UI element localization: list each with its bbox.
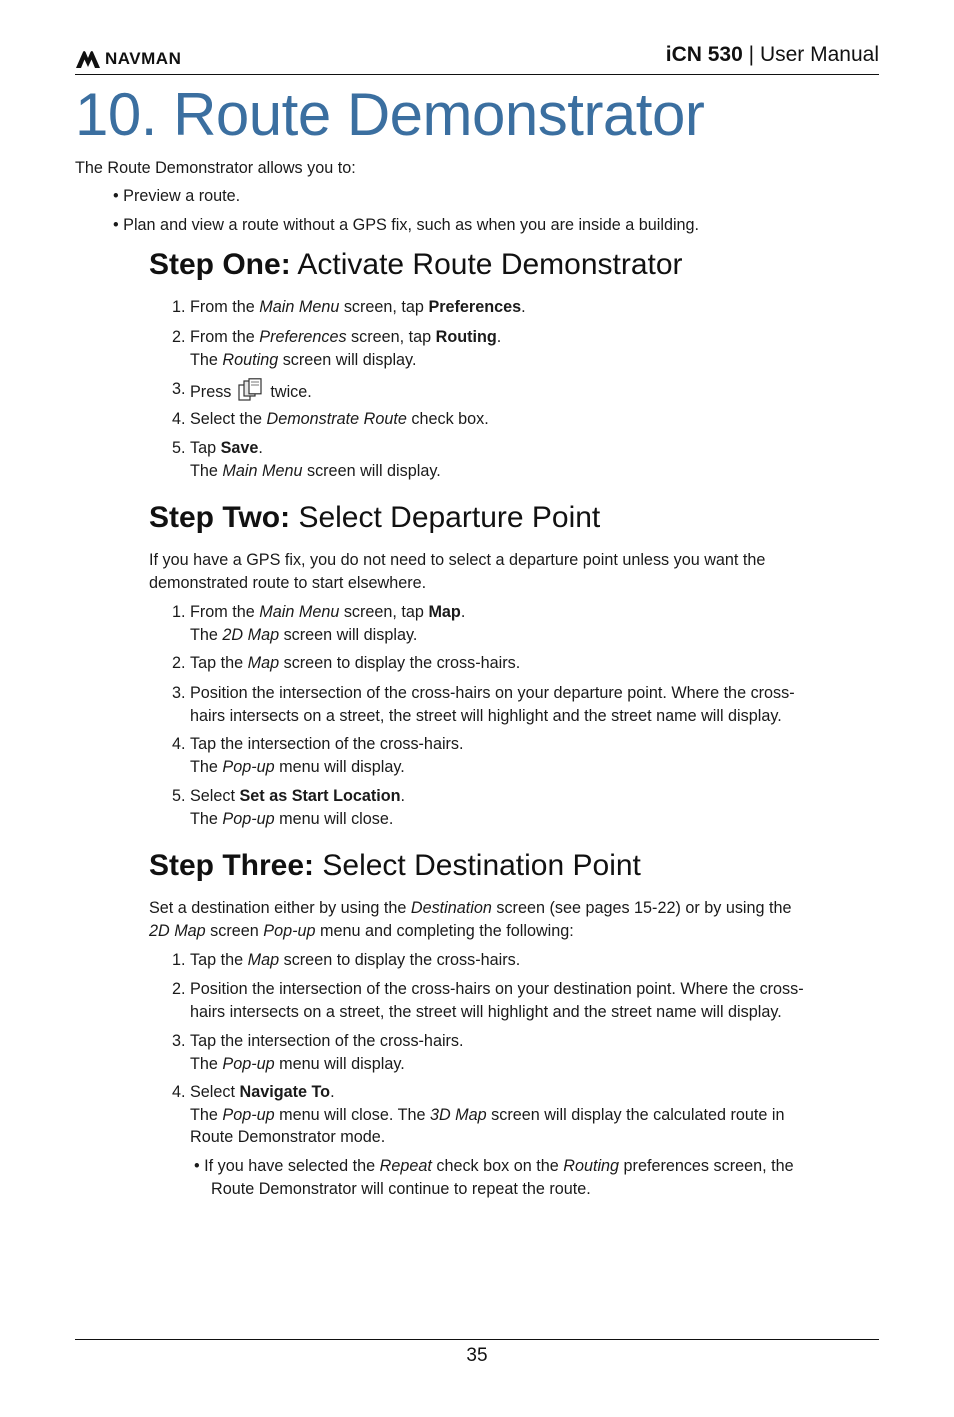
list-item: 1. From the Main Menu screen, tap Map. The 2D Map screen will display.: [172, 603, 466, 644]
title-separator: |: [748, 43, 755, 66]
pages-button-icon: [238, 378, 264, 402]
intro-bullet: • Plan and view a route without a GPS fix, such as when you are inside a building.: [113, 216, 700, 234]
list-item: 4. Select the Demonstrate Route check box.: [172, 410, 489, 428]
step-three-label: Step Three:: [149, 849, 315, 882]
navman-logo-icon: [75, 49, 101, 69]
manual-title: [666, 43, 879, 67]
step-one-title: Activate Route Demonstrator: [297, 248, 683, 281]
step-two-title: Select Departure Point: [298, 501, 601, 534]
step-three-heading: [149, 849, 641, 883]
list-item: 3. Position the intersection of the cross-hairs on your departure point. Where the cross- hairs intersects on a street, the street will highlight and the street name will display.: [172, 684, 795, 725]
list-item: 3. Press twice.: [172, 380, 312, 401]
step-three-title: Select Destination Point: [322, 849, 641, 882]
footer-divider: [75, 1339, 879, 1340]
intro-text: The Route Demonstrator allows you to:: [75, 159, 356, 177]
sub-bullet: • If you have selected the Repeat check box on the Routing preferences screen, the Route Demonstrator will continue to repeat the route.: [194, 1157, 794, 1198]
step-two-heading: [149, 501, 600, 535]
step-one-label: Step One:: [149, 248, 291, 281]
step-three-intro: Set a destination either by using the Destination screen (see pages 15-22) or by using the 2D Map screen Pop-up menu and completing the following:: [149, 899, 792, 940]
list-item: 2. Position the intersection of the cross-hairs on your destination point. Where the cross- hairs intersects on a street, the street will highlight and the street name will display.: [172, 980, 804, 1021]
list-item: 5. Tap Save. The Main Menu screen will display.: [172, 439, 441, 480]
chapter-title: 10. Route Demonstrator: [75, 81, 705, 148]
list-item: 4. Tap the intersection of the cross-hairs. The Pop-up menu will display.: [172, 735, 464, 776]
list-item: 2. From the Preferences screen, tap Routing. The Routing screen will display.: [172, 328, 502, 369]
list-item: 5. Select Set as Start Location. The Pop-up menu will close.: [172, 787, 406, 828]
navman-logo: [75, 49, 181, 69]
list-item: 4. Select Navigate To. The Pop-up menu will close. The 3D Map screen will display the calculated route in Route Demonstrator mode.: [172, 1083, 785, 1146]
step-one-heading: [149, 248, 683, 282]
step-two-intro: If you have a GPS fix, you do not need to select a departure point unless you want the demonstrated route to start elsewhere.: [149, 551, 766, 592]
model-name: iCN 530: [665, 43, 743, 66]
list-item: 2. Tap the Map screen to display the cross-hairs.: [172, 654, 521, 672]
brand-name: NAVMAN: [105, 49, 182, 68]
list-item: 3. Tap the intersection of the cross-hairs. The Pop-up menu will display.: [172, 1032, 464, 1073]
intro-bullet: • Preview a route.: [113, 187, 241, 205]
list-item: 1. From the Main Menu screen, tap Preferences.: [172, 298, 526, 316]
page-number: 35: [466, 1345, 488, 1366]
step-two-label: Step Two:: [149, 501, 291, 534]
list-item: 1. Tap the Map screen to display the cross-hairs.: [172, 951, 521, 969]
manual-label: User Manual: [759, 43, 879, 66]
page-header: [75, 40, 879, 75]
